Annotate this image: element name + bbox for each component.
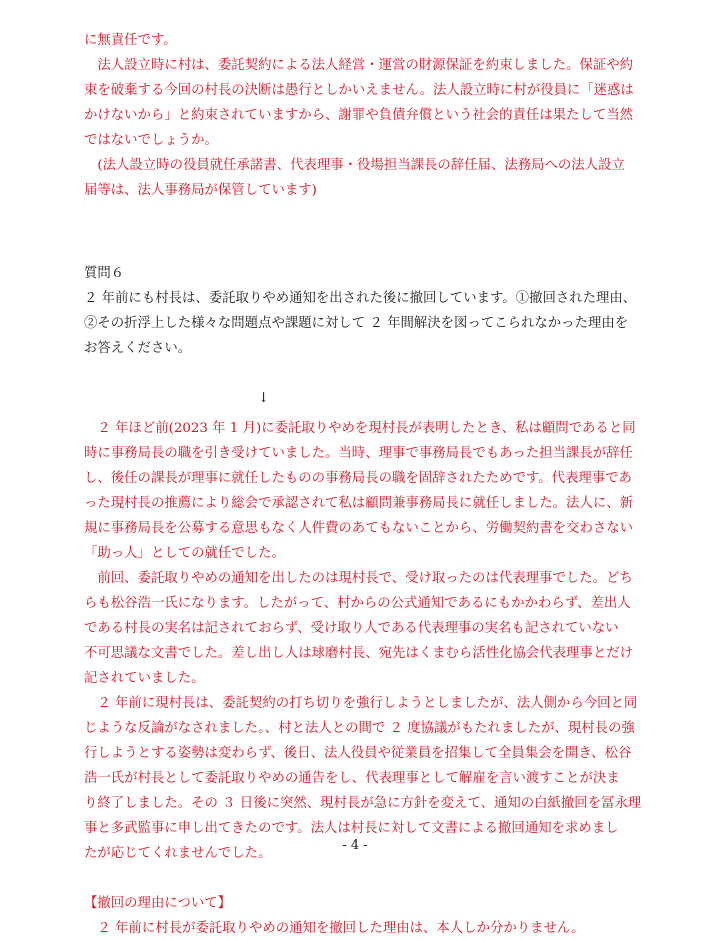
text-line: ２ 年前に村長が委託取りやめの通知を撤回した理由は、本人しか分かりません。 (84, 921, 585, 936)
question-heading: 質問６ (84, 266, 125, 281)
text-line: 時に事務局長の職を引き受けていました。当時、理事で事務局長でもあった担当課長が辞任 (84, 446, 633, 461)
text-line: り終了しました。その ３ 日後に突然、現村長が急に方針を変えて、通知の白紙撤回を冨永理 (84, 796, 642, 811)
text-line: ではないでしょうか。 (84, 133, 218, 148)
answer-section (84, 416, 642, 866)
text-line: 記されていました。 (84, 671, 205, 686)
text-line: 束を破棄する今回の村長の決断は愚行としかいえません。法人設立時に村が役員に「迷惑は (84, 83, 634, 98)
text-line: 不可思議な文書でした。差し出し人は球磨村長、宛先はくまむら活性化協会代表理事とだけ (84, 646, 634, 661)
text-line: し、後任の課長が理事に就任したものの事務局長の職を固辞されたためです。代表理事であ (84, 471, 632, 486)
text-line: 事と多武監事に申し出てきたのです。法人は村長に対して文書による撤回通知を求めまし (84, 821, 619, 836)
text-line: 規に事務局長を公募する意思もなく人件費のあてもないことから、労働契約書を交わさない (84, 521, 634, 536)
text-line: らも松谷浩一氏になります。したがって、村からの公式通知であるにもかかわらず、差出人 (84, 596, 631, 611)
text-line: った現村長の推薦により総会で承認されて私は顧問兼事務局長に就任しました。法人に、新 (84, 496, 634, 511)
paragraph-block-1 (84, 28, 634, 203)
text-line: 浩一氏が村長として委託取りやめの通告をし、代表理事として解雇を言い渡すことが決ま (84, 771, 620, 786)
text-line: ２ 年ほど前(2023 年 1 月)に委託取りやめを現村長が表明したとき、私は顧問であると同 (84, 421, 636, 436)
document-page (84, 28, 642, 941)
text-line: ２ 年前にも村長は、委託取りやめ通知を出された後に撤回しています。①撤回された理由、 (84, 291, 637, 306)
text-line: に無責任です。 (84, 33, 177, 48)
text-line: 届等は、法人事務局が保管しています) (84, 183, 317, 198)
text-line: 法人設立時に村は、委託契約による法人経営・運営の財源保証を約束しました。保証や約 (84, 58, 634, 73)
text-line: 「助っ人」としての就任でした。 (84, 546, 285, 561)
down-arrow-icon: ↓ (258, 391, 270, 406)
text-line: じような反論がなされました。、村と法人との間で ２ 度協議がもたれましたが、現村長の強 (84, 721, 635, 736)
text-line: たが応じてくれませんでした。 (84, 846, 272, 861)
text-line: 前回、委託取りやめの通知を出したのは現村長で、受け取ったのは代表理事でした。どち (84, 571, 633, 586)
reason-heading: 【撤回の理由について】 (84, 896, 232, 911)
page-number: - 4 - (342, 838, 368, 853)
question-section (84, 261, 637, 361)
text-line: 行しようとする姿勢は変わらず、後日、法人役員や従業員を招集して全員集会を開き、松谷 (84, 746, 632, 761)
text-line: (法人設立時の役員就任承諾書、代表理事・役場担当課長の辞任届、法務局への法人設立 (84, 158, 625, 173)
text-line: である村長の実名は記されておらず、受け取り人である代表理事の実名も記されていない (84, 621, 619, 636)
text-line: かけないから」と約束されていますから、謝罪や負債弁償という社会的責任は果たして当然 (84, 108, 634, 123)
reason-section (84, 891, 624, 941)
text-line: ２ 年前に現村長は、委託契約の打ち切りを強行しようとしましたが、法人側から今回と同 (84, 696, 638, 711)
text-line: ②その折浮上した様々な問題点や課題に対して ２ 年間解決を図ってこられなかった理由を (84, 316, 629, 331)
text-line: お答えください。 (84, 341, 192, 356)
